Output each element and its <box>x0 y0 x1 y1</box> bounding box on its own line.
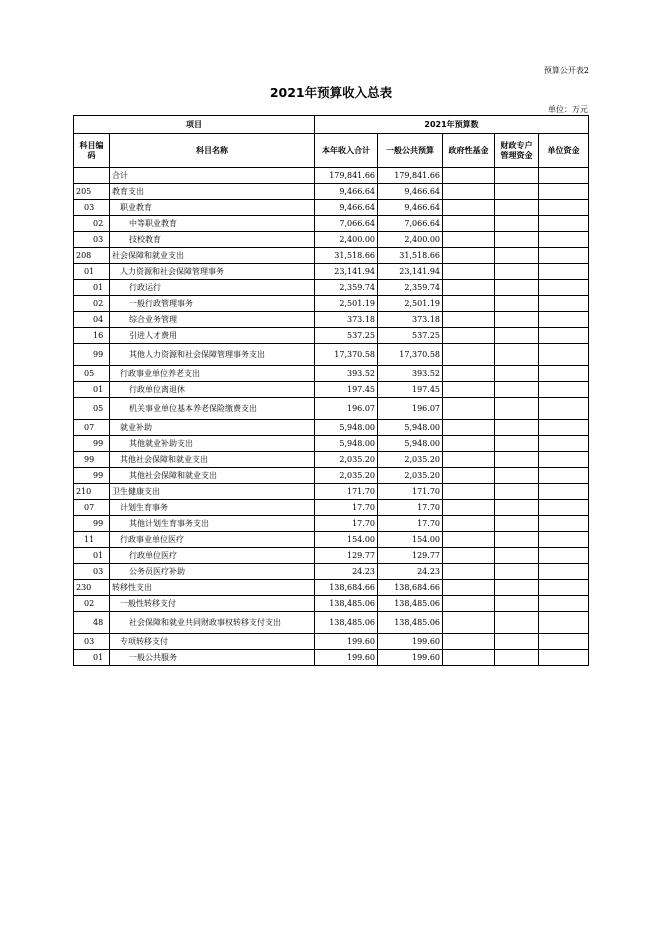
cell-code: 03 <box>74 564 110 580</box>
cell-unit-fund <box>539 500 589 516</box>
cell-unit-fund <box>539 382 589 398</box>
cell-fund <box>443 468 495 484</box>
cell-general: 5,948.00 <box>378 436 443 452</box>
cell-total: 537.25 <box>315 328 378 344</box>
cell-name: 其他社会保障和就业支出 <box>110 468 315 484</box>
cell-unit-fund <box>539 436 589 452</box>
table-row <box>74 650 589 666</box>
cell-fund <box>443 344 495 366</box>
cell-special <box>495 436 539 452</box>
cell-total: 2,501.19 <box>315 296 378 312</box>
cell-unit-fund <box>539 398 589 420</box>
cell-total: 24.23 <box>315 564 378 580</box>
cell-special <box>495 500 539 516</box>
cell-unit-fund <box>539 580 589 596</box>
cell-fund <box>443 264 495 280</box>
cell-fund <box>443 420 495 436</box>
cell-total: 197.45 <box>315 382 378 398</box>
cell-general: 537.25 <box>378 328 443 344</box>
cell-fund <box>443 216 495 232</box>
cell-code: 01 <box>74 548 110 564</box>
cell-special <box>495 328 539 344</box>
cell-total: 9,466.64 <box>315 200 378 216</box>
cell-special <box>495 200 539 216</box>
cell-special <box>495 468 539 484</box>
cell-fund <box>443 484 495 500</box>
cell-code: 48 <box>74 612 110 634</box>
cell-special <box>495 184 539 200</box>
cell-special <box>495 280 539 296</box>
cell-name: 机关事业单位基本养老保险缴费支出 <box>110 398 315 420</box>
cell-code: 208 <box>74 248 110 264</box>
cell-special <box>495 344 539 366</box>
cell-fund <box>443 168 495 184</box>
cell-name: 社会保障和就业共同财政事权转移支付支出 <box>110 612 315 634</box>
cell-total: 2,359.74 <box>315 280 378 296</box>
cell-name: 行政单位离退休 <box>110 382 315 398</box>
cell-special <box>495 232 539 248</box>
table-row <box>74 484 589 500</box>
cell-unit-fund <box>539 564 589 580</box>
cell-special <box>495 484 539 500</box>
cell-unit-fund <box>539 280 589 296</box>
cell-general: 24.23 <box>378 564 443 580</box>
cell-code: 07 <box>74 420 110 436</box>
cell-fund <box>443 500 495 516</box>
table-row <box>74 580 589 596</box>
budget-table <box>73 115 589 666</box>
table-row <box>74 500 589 516</box>
cell-fund <box>443 650 495 666</box>
cell-code: 99 <box>74 452 110 468</box>
table-row <box>74 398 589 420</box>
header-budget: 2021年预算数 <box>315 116 589 134</box>
cell-code: 11 <box>74 532 110 548</box>
cell-unit-fund <box>539 596 589 612</box>
cell-special <box>495 634 539 650</box>
cell-general: 17,370.58 <box>378 344 443 366</box>
cell-total: 17,370.58 <box>315 344 378 366</box>
cell-unit-fund <box>539 168 589 184</box>
cell-name: 职业教育 <box>110 200 315 216</box>
cell-fund <box>443 382 495 398</box>
cell-code: 07 <box>74 500 110 516</box>
cell-special <box>495 216 539 232</box>
cell-code: 205 <box>74 184 110 200</box>
cell-unit-fund <box>539 200 589 216</box>
cell-general: 171.70 <box>378 484 443 500</box>
cell-total: 179,841.66 <box>315 168 378 184</box>
table-row <box>74 516 589 532</box>
cell-code: 01 <box>74 264 110 280</box>
cell-total: 373.18 <box>315 312 378 328</box>
cell-code: 02 <box>74 596 110 612</box>
cell-general: 2,359.74 <box>378 280 443 296</box>
table-row <box>74 596 589 612</box>
cell-general: 5,948.00 <box>378 420 443 436</box>
cell-general: 2,501.19 <box>378 296 443 312</box>
table-row <box>74 264 589 280</box>
cell-fund <box>443 548 495 564</box>
cell-general: 129.77 <box>378 548 443 564</box>
cell-unit-fund <box>539 328 589 344</box>
cell-fund <box>443 312 495 328</box>
cell-special <box>495 312 539 328</box>
table-row <box>74 248 589 264</box>
header-name: 科目名称 <box>110 134 315 168</box>
cell-general: 199.60 <box>378 634 443 650</box>
table-row <box>74 564 589 580</box>
cell-fund <box>443 184 495 200</box>
cell-unit-fund <box>539 264 589 280</box>
cell-special <box>495 382 539 398</box>
cell-total: 129.77 <box>315 548 378 564</box>
cell-total: 5,948.00 <box>315 420 378 436</box>
table-row <box>74 634 589 650</box>
cell-unit-fund <box>539 232 589 248</box>
cell-fund <box>443 634 495 650</box>
cell-fund <box>443 328 495 344</box>
cell-unit-fund <box>539 344 589 366</box>
header-special: 财政专户管理资金 <box>495 134 539 168</box>
cell-code: 01 <box>74 650 110 666</box>
table-row <box>74 436 589 452</box>
header-general: 一般公共预算 <box>378 134 443 168</box>
cell-total: 31,518.66 <box>315 248 378 264</box>
cell-code: 99 <box>74 344 110 366</box>
cell-code: 01 <box>74 382 110 398</box>
cell-total: 5,948.00 <box>315 436 378 452</box>
table-row <box>74 328 589 344</box>
table-row <box>74 366 589 382</box>
cell-special <box>495 452 539 468</box>
cell-general: 197.45 <box>378 382 443 398</box>
cell-name: 行政单位医疗 <box>110 548 315 564</box>
cell-special <box>495 580 539 596</box>
cell-fund <box>443 280 495 296</box>
cell-name: 社会保障和就业支出 <box>110 248 315 264</box>
cell-fund <box>443 516 495 532</box>
cell-general: 9,466.64 <box>378 200 443 216</box>
cell-total: 138,485.06 <box>315 596 378 612</box>
table-row <box>74 382 589 398</box>
table-row <box>74 184 589 200</box>
cell-total: 17.70 <box>315 516 378 532</box>
table-row <box>74 200 589 216</box>
cell-unit-fund <box>539 248 589 264</box>
cell-general: 2,400.00 <box>378 232 443 248</box>
cell-general: 138,485.06 <box>378 612 443 634</box>
cell-total: 199.60 <box>315 650 378 666</box>
cell-code: 02 <box>74 216 110 232</box>
cell-fund <box>443 200 495 216</box>
table-row <box>74 168 589 184</box>
cell-special <box>495 296 539 312</box>
cell-unit-fund <box>539 516 589 532</box>
cell-code: 03 <box>74 634 110 650</box>
cell-fund <box>443 532 495 548</box>
cell-special <box>495 366 539 382</box>
cell-name: 行政事业单位养老支出 <box>110 366 315 382</box>
table-row <box>74 468 589 484</box>
cell-general: 7,066.64 <box>378 216 443 232</box>
table-row <box>74 612 589 634</box>
cell-total: 2,400.00 <box>315 232 378 248</box>
cell-name: 公务员医疗补助 <box>110 564 315 580</box>
cell-code: 16 <box>74 328 110 344</box>
header-total: 本年收入合计 <box>315 134 378 168</box>
cell-total: 7,066.64 <box>315 216 378 232</box>
cell-fund <box>443 232 495 248</box>
cell-name: 引进人才费用 <box>110 328 315 344</box>
cell-general: 2,035.20 <box>378 452 443 468</box>
cell-total: 171.70 <box>315 484 378 500</box>
header-code: 科目编码 <box>74 134 110 168</box>
cell-name: 一般公共服务 <box>110 650 315 666</box>
cell-name: 就业补助 <box>110 420 315 436</box>
cell-special <box>495 264 539 280</box>
cell-total: 199.60 <box>315 634 378 650</box>
cell-name: 行政运行 <box>110 280 315 296</box>
cell-name: 教育支出 <box>110 184 315 200</box>
cell-special <box>495 420 539 436</box>
header-unit-fund: 单位资金 <box>539 134 589 168</box>
cell-special <box>495 532 539 548</box>
cell-special <box>495 398 539 420</box>
table-row <box>74 420 589 436</box>
cell-unit-fund <box>539 312 589 328</box>
cell-unit-fund <box>539 420 589 436</box>
cell-fund <box>443 248 495 264</box>
cell-name: 中等职业教育 <box>110 216 315 232</box>
cell-code: 05 <box>74 398 110 420</box>
cell-name: 其他人力资源和社会保障管理事务支出 <box>110 344 315 366</box>
cell-unit-fund <box>539 216 589 232</box>
cell-unit-fund <box>539 548 589 564</box>
page-title: 2021年预算收入总表 <box>269 85 393 100</box>
cell-total: 138,485.06 <box>315 612 378 634</box>
cell-general: 9,466.64 <box>378 184 443 200</box>
cell-general: 373.18 <box>378 312 443 328</box>
cell-fund <box>443 296 495 312</box>
cell-general: 17.70 <box>378 500 443 516</box>
cell-name: 技校教育 <box>110 232 315 248</box>
cell-general: 17.70 <box>378 516 443 532</box>
cell-total: 23,141.94 <box>315 264 378 280</box>
cell-total: 154.00 <box>315 532 378 548</box>
cell-name: 其他社会保障和就业支出 <box>110 452 315 468</box>
cell-name: 卫生健康支出 <box>110 484 315 500</box>
table-row <box>74 296 589 312</box>
cell-general: 23,141.94 <box>378 264 443 280</box>
cell-unit-fund <box>539 532 589 548</box>
cell-special <box>495 650 539 666</box>
cell-special <box>495 548 539 564</box>
cell-unit-fund <box>539 484 589 500</box>
cell-name: 转移性支出 <box>110 580 315 596</box>
cell-fund <box>443 564 495 580</box>
cell-total: 393.52 <box>315 366 378 382</box>
cell-general: 2,035.20 <box>378 468 443 484</box>
table-row <box>74 532 589 548</box>
table-row <box>74 452 589 468</box>
cell-code: 210 <box>74 484 110 500</box>
cell-unit-fund <box>539 650 589 666</box>
cell-code: 230 <box>74 580 110 596</box>
cell-special <box>495 516 539 532</box>
cell-name: 一般行政管理事务 <box>110 296 315 312</box>
page-tag: 预算公开表2 <box>543 66 589 75</box>
cell-unit-fund <box>539 468 589 484</box>
cell-total: 196.07 <box>315 398 378 420</box>
cell-name: 合计 <box>110 168 315 184</box>
cell-total: 2,035.20 <box>315 468 378 484</box>
cell-code: 02 <box>74 296 110 312</box>
cell-code: 05 <box>74 366 110 382</box>
cell-name: 行政事业单位医疗 <box>110 532 315 548</box>
cell-name: 计划生育事务 <box>110 500 315 516</box>
cell-fund <box>443 596 495 612</box>
cell-special <box>495 564 539 580</box>
cell-unit-fund <box>539 452 589 468</box>
unit-label: 单位：万元 <box>548 105 588 114</box>
cell-name: 人力资源和社会保障管理事务 <box>110 264 315 280</box>
table-row <box>74 232 589 248</box>
cell-total: 9,466.64 <box>315 184 378 200</box>
cell-code: 99 <box>74 516 110 532</box>
cell-code: 03 <box>74 200 110 216</box>
cell-fund <box>443 366 495 382</box>
table-row <box>74 344 589 366</box>
cell-general: 154.00 <box>378 532 443 548</box>
table-row <box>74 216 589 232</box>
cell-code: 99 <box>74 468 110 484</box>
cell-code: 04 <box>74 312 110 328</box>
cell-unit-fund <box>539 634 589 650</box>
cell-name: 一般性转移支付 <box>110 596 315 612</box>
cell-special <box>495 612 539 634</box>
cell-general: 31,518.66 <box>378 248 443 264</box>
cell-general: 196.07 <box>378 398 443 420</box>
cell-total: 138,684.66 <box>315 580 378 596</box>
cell-fund <box>443 580 495 596</box>
cell-total: 2,035.20 <box>315 452 378 468</box>
cell-name: 其他计划生育事务支出 <box>110 516 315 532</box>
cell-code: 03 <box>74 232 110 248</box>
cell-name: 其他就业补助支出 <box>110 436 315 452</box>
cell-code: 99 <box>74 436 110 452</box>
cell-fund <box>443 612 495 634</box>
cell-fund <box>443 452 495 468</box>
cell-special <box>495 248 539 264</box>
header-item: 项目 <box>74 116 315 134</box>
cell-unit-fund <box>539 366 589 382</box>
cell-special <box>495 596 539 612</box>
cell-name: 专项转移支付 <box>110 634 315 650</box>
cell-fund <box>443 398 495 420</box>
header-fund: 政府性基金 <box>443 134 495 168</box>
cell-unit-fund <box>539 184 589 200</box>
cell-name: 综合业务管理 <box>110 312 315 328</box>
table-body <box>74 168 589 666</box>
cell-code: 01 <box>74 280 110 296</box>
cell-general: 138,485.06 <box>378 596 443 612</box>
cell-code <box>74 168 110 184</box>
cell-general: 199.60 <box>378 650 443 666</box>
cell-unit-fund <box>539 296 589 312</box>
table-row <box>74 312 589 328</box>
table-row <box>74 548 589 564</box>
table-row <box>74 280 589 296</box>
cell-unit-fund <box>539 612 589 634</box>
cell-fund <box>443 436 495 452</box>
cell-total: 17.70 <box>315 500 378 516</box>
cell-general: 393.52 <box>378 366 443 382</box>
cell-general: 138,684.66 <box>378 580 443 596</box>
cell-special <box>495 168 539 184</box>
cell-general: 179,841.66 <box>378 168 443 184</box>
